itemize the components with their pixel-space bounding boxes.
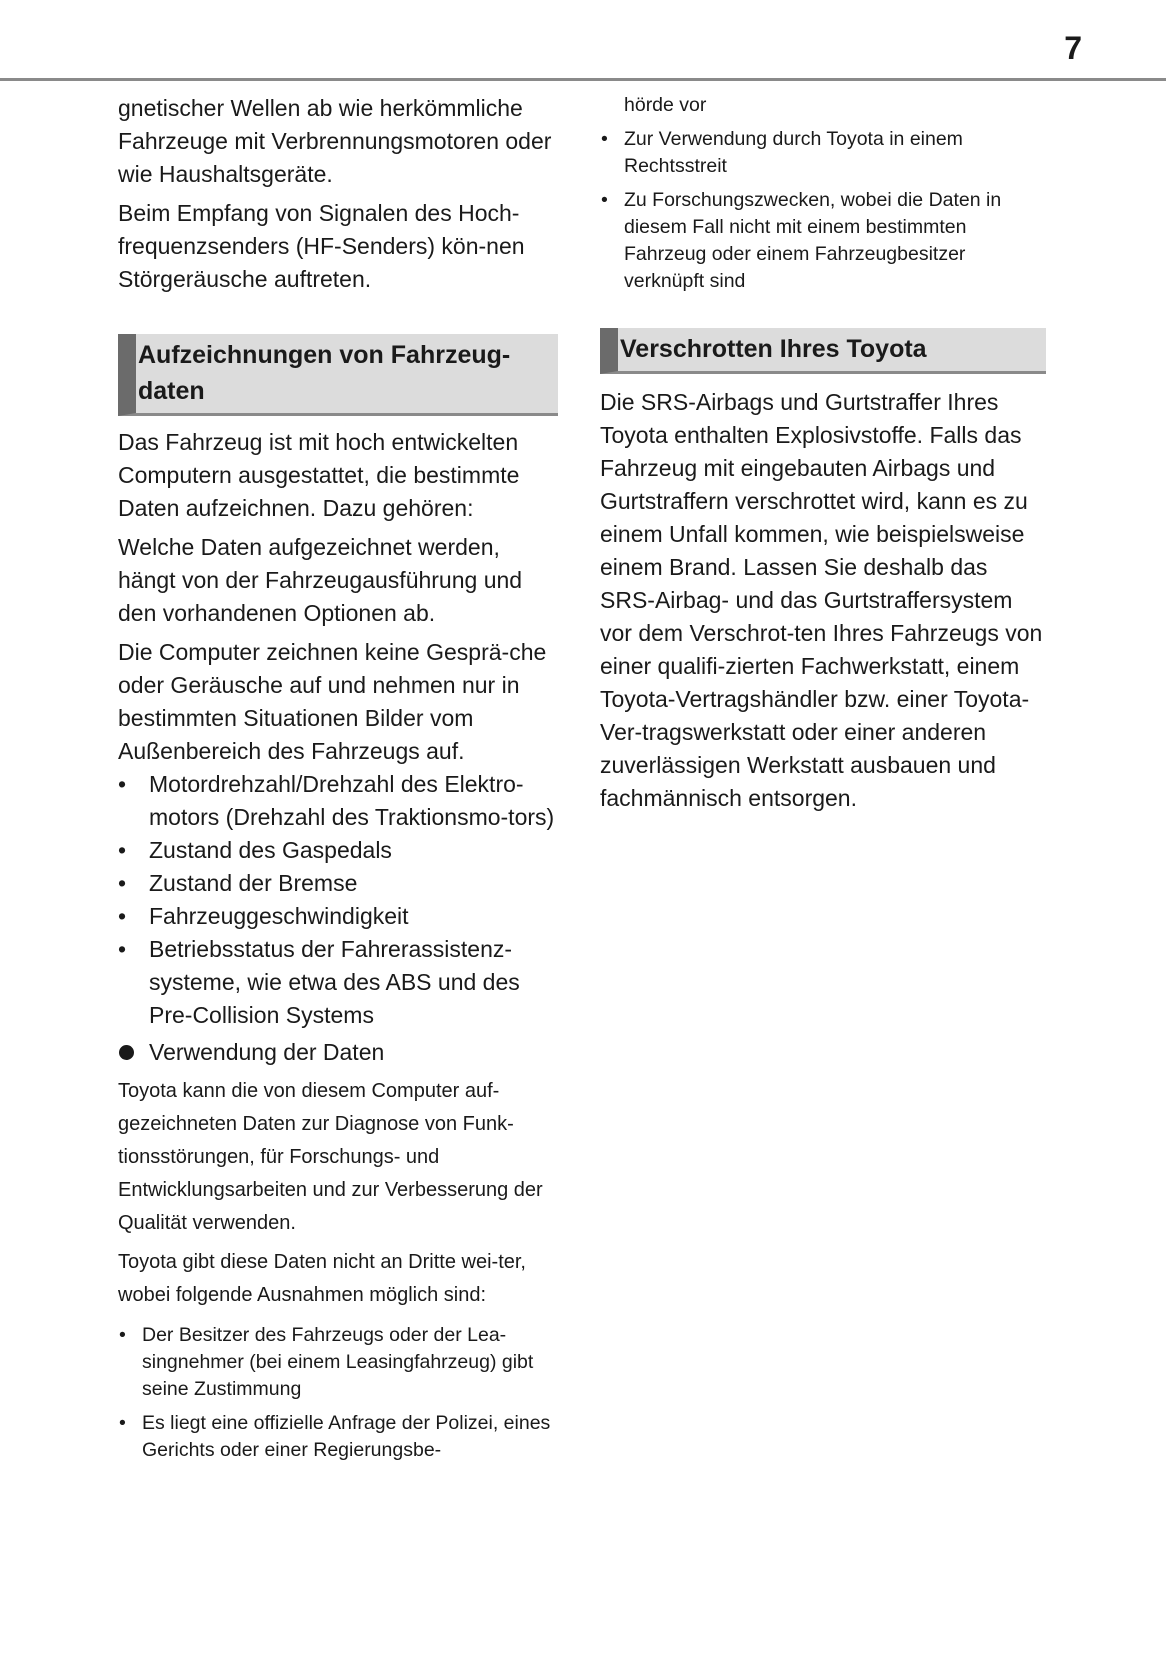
exception-list-continued	[600, 126, 1046, 295]
body-paragraph: Die SRS-Airbags und Gurtstraffer Ihres Toyota enthalten Explosivstoffe. Falls das Fahrzeug mit eingebauten Airbags und Gurtstraffern verschrottet wird, kann es zu einem Unfall kommen, wie beispielsweise einem Brand. Lassen Sie deshalb das SRS-Airbag- und das Gurtstraffersystem vor dem Verschrot-ten Ihres Fahrzeugs von einer qualifi-zierten Fachwerkstatt, einem Toyota-Vertragshändler bzw. einer Toyota-Ver-tragswerkstatt oder einer anderen zuverlässigen Werkstatt ausbauen und fachmännisch entsorgen.	[600, 389, 1043, 811]
continued-list-item: hörde vor	[624, 94, 707, 116]
list-item: • Zu Forschungszwecken, wobei die Daten in diesem Fall nicht mit einem bestimmten Fahrzeug oder einem Fahrzeugbesitzer verknüpft sind	[600, 187, 1046, 295]
list-item: • Motordrehzahl/Drehzahl des Elektro-motors (Drehzahl des Traktionsmo-tors)	[118, 768, 558, 834]
body-paragraph: Das Fahrzeug ist mit hoch entwickelten Computern ausgestattet, die bestimmte Daten aufzeichnen. Dazu gehören:	[118, 429, 520, 521]
list-item: • Zustand der Bremse	[118, 867, 558, 900]
header-rule	[0, 78, 1166, 81]
exception-list	[118, 1322, 558, 1464]
section-heading-line: Verschrotten Ihres Toyota	[620, 335, 927, 363]
list-item: • Zustand des Gaspedals	[118, 834, 558, 867]
intro-paragraph: Beim Empfang von Signalen des Hoch-frequenzsenders (HF-Senders) kön-nen Störgeräusche auftreten.	[118, 200, 525, 292]
list-item: • Der Besitzer des Fahrzeugs oder der Lea-singnehmer (bei einem Leasingfahrzeug) gibt seine Zustimmung	[118, 1322, 558, 1403]
right-column	[600, 92, 1046, 821]
list-item: • Zur Verwendung durch Toyota in einem Rechtsstreit	[600, 126, 1046, 180]
page-number: 7	[1064, 30, 1082, 66]
recorded-data-list	[118, 768, 558, 1032]
list-item: • Betriebsstatus der Fahrerassistenz-systeme, wie etwa des ABS und des Pre-Collision Systems	[118, 933, 558, 1032]
list-item: • Es liegt eine offizielle Anfrage der Polizei, eines Gerichts oder einer Regierungsbe-	[118, 1410, 558, 1464]
section-heading-line: Aufzeichnungen von Fahrzeug-	[138, 341, 511, 369]
section-heading-vehicle-data	[118, 334, 558, 416]
body-paragraph: Welche Daten aufgezeichnet werden, hängt von der Fahrzeugausführung und den vorhandenen Optionen ab.	[118, 534, 523, 626]
section-heading-line: daten	[138, 377, 205, 405]
sub-heading-data-usage	[118, 1036, 558, 1069]
small-paragraph: Toyota gibt diese Daten nicht an Dritte wei-ter, wobei folgende Ausnahmen möglich sind:	[118, 1251, 526, 1306]
left-column	[118, 92, 558, 1471]
body-paragraph: Die Computer zeichnen keine Gesprä-che oder Geräusche auf und nehmen nur in bestimmten Situationen Bilder vom Außenbereich des Fahrzeugs auf.	[118, 639, 547, 764]
list-item: • Fahrzeuggeschwindigkeit	[118, 900, 558, 933]
sub-heading-label: Verwendung der Daten	[149, 1039, 385, 1065]
section-heading-scrapping	[600, 328, 1046, 374]
filled-circle-icon	[119, 1045, 134, 1060]
small-paragraph: Toyota kann die von diesem Computer auf-gezeichneten Daten zur Diagnose von Funk-tionsstörungen, für Forschungs- und Entwicklungsarbeiten und zur Verbesserung der Qualität verwenden.	[118, 1080, 543, 1234]
intro-paragraph: gnetischer Wellen ab wie herkömmliche Fahrzeuge mit Verbrennungsmotoren oder wie Haushaltsgeräte.	[118, 95, 552, 187]
